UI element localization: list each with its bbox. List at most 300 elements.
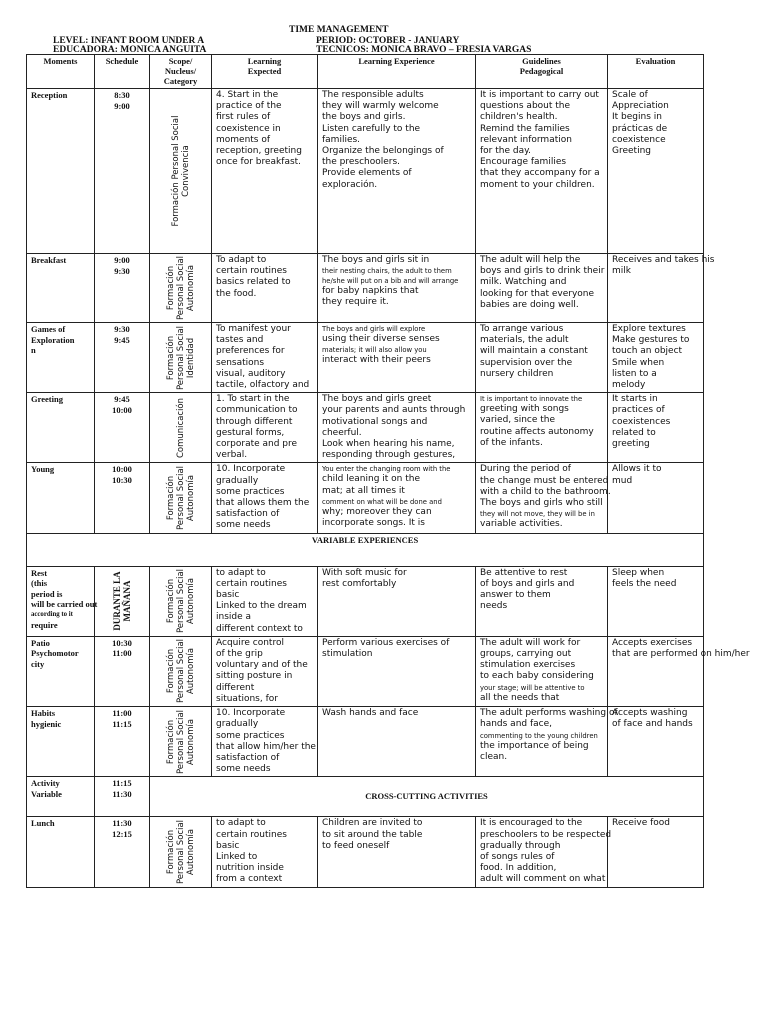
learning-line: satisfaction of: [216, 752, 280, 763]
guidelines-line: boys and girls to drink their: [480, 266, 605, 277]
evaluation-line: that are performed on him/her: [612, 649, 750, 660]
guidelines-line: gradually through: [480, 840, 561, 851]
experience-line: Provide elements of: [322, 168, 412, 179]
experience-line: your parents and aunts through: [322, 405, 466, 416]
learning-line: of the grip: [216, 649, 263, 660]
learning-line: communication to: [216, 405, 298, 416]
guidelines-cell: [476, 323, 608, 393]
experience-line: Listen carefully to the: [322, 123, 421, 134]
experience-line: The boys and girls greet: [322, 394, 432, 405]
moment-line: city: [31, 658, 45, 669]
moment-cell: [27, 636, 95, 706]
evaluation-line: Accepts exercises: [612, 637, 693, 648]
guidelines-line: questions about the: [480, 101, 571, 112]
experience-line: to sit around the table: [322, 829, 423, 840]
scope-cell: [150, 463, 212, 533]
schedule-line: 9:45: [114, 394, 130, 405]
learning-line: tastes and: [216, 335, 264, 346]
learning-cell: [212, 89, 318, 254]
moment-line: Patio: [31, 637, 50, 648]
evaluation-line: Allows it to: [612, 464, 662, 475]
scope-cell: [150, 636, 212, 706]
schedule-line: 10:00: [112, 464, 132, 475]
schedule-cell: [95, 777, 150, 817]
guidelines-line: of the infants.: [480, 437, 543, 448]
experience-line: the preschoolers.: [322, 157, 401, 168]
cross-cutting-label: CROSS-CUTTING ACTIVITIES: [150, 777, 704, 817]
moment-cell: [27, 323, 95, 393]
learning-line: 1. To start in the: [216, 394, 290, 405]
scope-line: Autonomía: [185, 474, 196, 522]
evaluation-line: coexistences: [612, 416, 671, 427]
experience-line: The responsible adults: [322, 90, 424, 100]
technicians-label: TECNICOS: MONICA BRAVO – FRESIA VARGAS: [316, 45, 532, 55]
moment-line: n: [31, 345, 36, 355]
learning-cell: [212, 254, 318, 323]
guidelines-line: During the period of: [480, 464, 571, 475]
guidelines-line: children's health.: [480, 112, 558, 123]
scope-line: Personal Social: [175, 639, 186, 704]
col-scope: Scope/ Nucleus/ Category: [150, 55, 212, 89]
routine-row: [27, 254, 704, 323]
schedule-line: 10:30: [112, 474, 132, 485]
learning-line: 4. Start in the: [216, 90, 279, 100]
evaluation-line: coexistence: [612, 134, 666, 145]
evaluation-cell: [608, 817, 704, 887]
learning-line: coexistence in: [216, 123, 281, 134]
moment-line: Rest: [31, 567, 48, 578]
experience-line: Perform various exercises of: [322, 637, 450, 648]
schedule-line: 9:00: [114, 100, 130, 111]
experience-line: he/she will put on a bib and will arrange: [322, 277, 459, 286]
evaluation-line: touch an object: [612, 346, 683, 357]
evaluation-line: It begins in: [612, 112, 662, 123]
learning-line: To manifest your: [216, 324, 291, 334]
learning-line: first rules of: [216, 112, 271, 123]
evaluation-line: Smile when: [612, 357, 665, 368]
activity-variable-row: [27, 777, 704, 817]
scope-line: Formación Personal Social: [170, 115, 181, 227]
level-label: LEVEL: INFANT ROOM UNDER A: [53, 36, 205, 46]
learning-line: through different: [216, 416, 293, 427]
experience-line: they will warmly welcome: [322, 101, 439, 112]
experience-line: motivational songs and: [322, 416, 428, 427]
scope-line: Autonomía: [185, 828, 196, 876]
scope-line: Comunicación: [175, 397, 186, 458]
experience-line: child leaning it on the: [322, 474, 420, 485]
learning-cell: [212, 323, 318, 393]
guidelines-line: The adult will help the: [480, 255, 581, 265]
guidelines-line: will maintain a constant: [480, 346, 588, 357]
guidelines-line: moment to your children.: [480, 179, 595, 190]
guidelines-cell: [476, 254, 608, 323]
learning-line: inside a: [216, 612, 252, 623]
routine-row: [27, 323, 704, 393]
scope-line: Personal Social: [175, 709, 186, 774]
guidelines-line: Be attentive to rest: [480, 567, 568, 578]
col-experience: Learning Experience: [318, 55, 476, 89]
scope-line: Personal Social: [175, 569, 186, 634]
guidelines-cell: [476, 89, 608, 254]
learning-line: some practices: [216, 730, 285, 741]
schedule-line: 11:15: [112, 718, 132, 729]
learning-line: preferences for: [216, 346, 285, 357]
learning-line: that allows them the: [216, 498, 310, 509]
learning-line: that allow him/her the: [216, 741, 316, 752]
moment-line: according to it: [31, 610, 73, 618]
guidelines-line: they will not move, they will be in: [480, 510, 595, 519]
experience-line: Organize the belongings of: [322, 146, 444, 157]
experience-line: rest comfortably: [322, 578, 397, 589]
learning-line: Linked to: [216, 851, 258, 862]
evaluation-line: related to: [612, 427, 656, 438]
evaluation-cell: [608, 323, 704, 393]
experience-line: materials; it will also allow you: [322, 346, 427, 355]
routine-row: [27, 89, 704, 254]
evaluation-line: Receives and takes his: [612, 255, 715, 265]
learning-line: visual, auditory: [216, 368, 286, 379]
schedule-cell: [95, 323, 150, 393]
experience-cell: [318, 323, 476, 393]
guidelines-line: babies are doing well.: [480, 299, 579, 310]
experience-line: interact with their peers: [322, 355, 431, 366]
experience-line: comment on what will be done and: [322, 497, 442, 506]
schedule-line: 9:30: [114, 324, 130, 334]
moment-line: Games of: [31, 324, 66, 334]
schedule-line: 11:30: [112, 818, 132, 829]
learning-line: 10. Incorporate: [216, 708, 286, 719]
learning-line: 10. Incorporate: [216, 464, 286, 475]
experience-line: to feed oneself: [322, 840, 390, 851]
schedule-line: 11:00: [112, 708, 132, 719]
experience-line: why; moreover they can: [322, 506, 432, 517]
scope-line: Formación: [165, 579, 176, 624]
moment-line: Activity: [31, 778, 60, 789]
guidelines-line: supervision over the: [480, 357, 573, 368]
learning-line: situations, for: [216, 693, 278, 704]
col-learning: Learning Expected: [212, 55, 318, 89]
guidelines-line: preschoolers to be respected: [480, 829, 612, 840]
experience-cell: [318, 393, 476, 463]
experience-cell: [318, 463, 476, 533]
experience-cell: [318, 254, 476, 323]
learning-line: to adapt to: [216, 567, 266, 578]
evaluation-line: Greeting: [612, 146, 651, 157]
schedule-line: 12:15: [112, 828, 132, 839]
guidelines-line: relevant information: [480, 134, 572, 145]
variable-experiences-band: [27, 533, 704, 566]
evaluation-line: milk: [612, 266, 631, 277]
learning-line: some practices: [216, 486, 285, 497]
schedule-line: 9:00: [114, 255, 130, 265]
moment-line: Breakfast: [31, 255, 67, 265]
experience-line: With soft music for: [322, 567, 407, 578]
learning-cell: [212, 463, 318, 533]
evaluation-line: Appreciation: [612, 101, 669, 112]
col-moments: Moments: [27, 55, 95, 89]
evaluation-line: Explore textures: [612, 324, 686, 334]
experience-cell: [318, 707, 476, 777]
evaluation-line: Accepts washing: [612, 708, 688, 719]
schedule-line: 9:30: [114, 265, 130, 276]
learning-cell: [212, 817, 318, 887]
guidelines-line: To arrange various: [480, 324, 564, 334]
learning-line: To adapt to: [216, 255, 267, 265]
experience-line: Look when hearing his name,: [322, 439, 455, 450]
moment-cell: [27, 393, 95, 463]
schedule-line: MAÑANA: [122, 580, 132, 622]
scope-line: Personal Social: [175, 466, 186, 531]
evaluation-line: prácticas de: [612, 123, 668, 134]
learning-line: verbal.: [216, 450, 248, 461]
learning-line: certain routines: [216, 266, 287, 277]
scope-line: Formación: [165, 649, 176, 694]
guidelines-line: The adult performs washing of: [480, 708, 618, 719]
experience-line: they require it.: [322, 297, 389, 308]
moment-cell: [27, 89, 95, 254]
guidelines-line: food. In addition,: [480, 863, 557, 874]
experience-line: using their diverse senses: [322, 334, 440, 344]
guidelines-cell: [476, 817, 612, 887]
experience-cell: [318, 566, 476, 636]
variable-experiences-label: VARIABLE EXPERIENCES: [27, 533, 704, 566]
guidelines-line: needs: [480, 601, 508, 612]
scope-line: Formación: [165, 335, 176, 380]
learning-line: tactile, olfactory and: [216, 380, 310, 391]
guidelines-line: your stage; will be attentive to: [480, 683, 585, 692]
moment-line: Young: [31, 464, 55, 475]
guidelines-line: adult will comment on what: [480, 874, 606, 885]
learning-line: different context to: [216, 623, 303, 634]
scope-line: Formación: [165, 829, 176, 875]
scope-line: Autonomía: [185, 718, 196, 765]
evaluation-line: Scale of: [612, 90, 648, 100]
guidelines-line: materials, the adult: [480, 335, 569, 346]
learning-line: to adapt to: [216, 818, 266, 829]
experience-line: responding through gestures,: [322, 450, 456, 461]
learning-line: satisfaction of: [216, 509, 280, 520]
learning-line: once for breakfast.: [216, 157, 302, 168]
guidelines-line: milk. Watching and: [480, 277, 567, 288]
schedule-cell: [95, 566, 150, 636]
scope-line: Formación: [165, 475, 176, 521]
guidelines-line: the change must be entered: [480, 475, 609, 486]
scope-cell: [150, 817, 212, 887]
learning-line: voluntary and of the: [216, 660, 308, 671]
guidelines-line: all the needs that: [480, 692, 560, 703]
experience-line: incorporate songs. It is: [322, 518, 425, 529]
experience-line: their nesting chairs, the adult to them: [322, 267, 452, 276]
guidelines-cell: [476, 636, 608, 706]
schedule-table: [26, 54, 750, 888]
guidelines-line: the importance of being: [480, 740, 589, 751]
scope-line: Autonomía: [185, 578, 196, 625]
evaluation-line: It starts in: [612, 394, 658, 405]
evaluation-cell: [608, 566, 704, 636]
evaluation-cell: [608, 254, 715, 323]
moment-line: will be carried out: [31, 599, 98, 610]
scope-cell: [150, 89, 212, 254]
routine-row: [27, 393, 704, 463]
experience-line: the boys and girls.: [322, 112, 406, 123]
learning-cell: [212, 707, 318, 777]
scope-cell: [150, 323, 212, 393]
guidelines-line: It is important to carry out: [480, 90, 599, 100]
experience-line: You enter the changing room with the: [322, 465, 451, 474]
scope-line: Autonomía: [185, 264, 196, 312]
learning-line: different: [216, 682, 255, 693]
guidelines-line: Encourage families: [480, 157, 567, 168]
guidelines-line: It is encouraged to the: [480, 818, 583, 829]
scope-line: Personal Social: [175, 255, 186, 321]
guidelines-cell: [476, 393, 608, 463]
learning-line: the food.: [216, 288, 257, 299]
guidelines-line: of songs rules of: [480, 851, 555, 862]
schedule-cell: [95, 707, 150, 777]
schedule-line: 8:30: [114, 90, 130, 100]
scope-cell: [150, 566, 212, 636]
learning-line: sensations: [216, 357, 265, 368]
scope-cell: [150, 254, 212, 323]
guidelines-line: stimulation exercises: [480, 660, 576, 671]
guidelines-line: The adult will work for: [480, 637, 581, 648]
scope-line: Convivencia: [180, 145, 191, 197]
col-schedule: Schedule: [95, 55, 150, 89]
guidelines-line: with a child to the bathroom.: [480, 486, 611, 497]
scope-line: Personal Social: [175, 325, 186, 390]
guidelines-line: answer to them: [480, 590, 551, 601]
evaluation-cell: [608, 393, 704, 463]
moment-cell: [27, 566, 98, 636]
schedule-cell: [95, 393, 150, 463]
guidelines-line: nursery children: [480, 368, 554, 379]
learning-line: gradually: [216, 719, 259, 730]
moment-line: hygienic: [31, 718, 62, 729]
period-label: PERIOD: OCTOBER - JANUARY: [316, 36, 460, 46]
guidelines-line: variable activities.: [480, 519, 563, 530]
evaluation-line: of face and hands: [612, 719, 693, 730]
experience-line: The boys and girls will explore: [322, 325, 426, 333]
scope-cell: [150, 707, 212, 777]
schedule-cell: [95, 463, 150, 533]
evaluation-line: Make gestures to: [612, 335, 690, 346]
moment-line: Variable: [31, 788, 62, 799]
learning-line: reception, greeting: [216, 146, 302, 157]
moment-line: Lunch: [31, 818, 55, 829]
guidelines-line: of boys and girls and: [480, 578, 575, 589]
evaluation-cell: [608, 636, 750, 706]
learning-line: basic: [216, 840, 240, 851]
lunch-row: [27, 817, 704, 887]
moment-line: period is: [31, 588, 63, 599]
experience-line: for baby napkins that: [322, 286, 419, 297]
learning-cell: [212, 393, 318, 463]
guidelines-cell: [476, 707, 618, 777]
variable-row: [27, 566, 704, 636]
evaluation-line: mud: [612, 475, 633, 486]
guidelines-cell: [476, 463, 611, 533]
learning-line: Acquire control: [216, 637, 284, 648]
guidelines-line: Remind the families: [480, 123, 570, 134]
guidelines-line: that they accompany for a: [480, 168, 600, 179]
guidelines-line: hands and face,: [480, 719, 553, 730]
guidelines-line: clean.: [480, 751, 508, 762]
guidelines-line: It is important to innovate the: [480, 395, 583, 404]
learning-line: moments of: [216, 134, 271, 145]
learning-line: gradually: [216, 475, 259, 486]
evaluation-cell: [608, 89, 704, 254]
evaluation-cell: [608, 707, 704, 777]
schedule-cell: [95, 89, 150, 254]
evaluation-line: greeting: [612, 439, 650, 450]
learning-line: practice of the: [216, 101, 282, 112]
schedule-line: 9:45: [114, 334, 130, 345]
variable-row: [27, 636, 704, 706]
schedule-line: 11:15: [112, 778, 132, 789]
moment-cell: [27, 707, 95, 777]
learning-line: gestural forms,: [216, 427, 285, 438]
experience-line: families.: [322, 134, 361, 145]
experience-cell: [318, 636, 476, 706]
evaluation-line: Receive food: [612, 818, 670, 829]
moment-line: Greeting: [31, 394, 63, 405]
guidelines-line: routine affects autonomy: [480, 426, 594, 437]
learning-line: nutrition inside: [216, 863, 284, 874]
moment-line: Exploration: [31, 334, 75, 345]
experience-line: Children are invited to: [322, 818, 423, 829]
learning-line: from a context: [216, 874, 283, 885]
learning-line: certain routines: [216, 578, 287, 589]
learning-line: certain routines: [216, 829, 287, 840]
learning-line: some needs: [216, 764, 271, 775]
experience-line: exploración.: [322, 179, 378, 190]
guidelines-line: greeting with songs: [480, 404, 569, 415]
learning-line: Linked to the dream: [216, 601, 307, 612]
guidelines-line: groups, carrying out: [480, 649, 572, 660]
guidelines-line: looking for that everyone: [480, 288, 595, 299]
schedule-cell: [95, 636, 150, 706]
experience-cell: [318, 89, 476, 254]
experience-line: The boys and girls sit in: [322, 255, 430, 265]
evaluation-line: Sleep when: [612, 567, 665, 578]
scope-line: Autonomía: [185, 648, 196, 695]
learning-cell: [212, 566, 318, 636]
learning-line: sitting posture in: [216, 671, 293, 682]
evaluation-line: listen to a: [612, 368, 657, 379]
experience-line: cheerful.: [322, 427, 362, 438]
schedule-line: 10:00: [112, 404, 132, 415]
header-row: [27, 55, 704, 89]
moment-line: Psychomotor: [31, 648, 79, 659]
learning-line: corporate and pre: [216, 439, 298, 450]
col-guidelines: Guidelines Pedagogical: [476, 55, 608, 89]
evaluation-line: melody: [612, 380, 646, 391]
evaluation-cell: [608, 463, 704, 533]
moment-line: Habits: [31, 708, 56, 719]
experience-line: stimulation: [322, 649, 373, 660]
scope-line: Identidad: [185, 337, 196, 378]
experience-line: mat; at all times it: [322, 485, 405, 496]
guidelines-line: The boys and girls who still: [480, 498, 603, 509]
experience-line: Wash hands and face: [322, 708, 419, 719]
schedule-cell: [95, 817, 150, 887]
schedule-line: 10:30: [112, 637, 132, 648]
moment-cell: [27, 817, 95, 887]
learning-cell: [212, 636, 318, 706]
schedule-line: 11:30: [112, 788, 132, 799]
routine-row: [27, 463, 704, 533]
moment-cell: [27, 254, 95, 323]
